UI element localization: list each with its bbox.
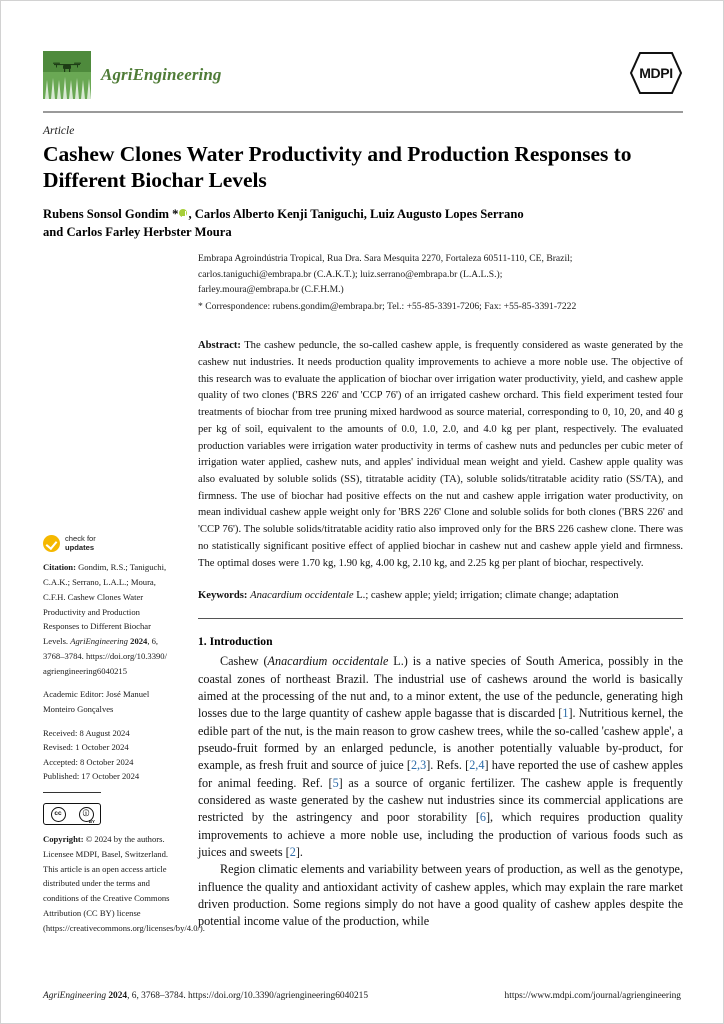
section-divider [198,618,683,619]
academic-editor-name: José Manuel Monteiro Gonçalves [43,689,150,715]
sidebar [43,534,205,945]
date-published: Published: 17 October 2024 [43,770,140,781]
intro-p1-g: ], which requires production quality improvements to achieve a more noble use, including the production of various foods such as juices and sweets [ [198,810,683,859]
copyright-text: © 2024 by the authors. Licensee MDPI, Basel, Switzerland. This article is an open access article distributed under the terms and conditions of the Creative Commons Attribution (CC BY) license (https://creativecommons.org/licenses/by/4.0/). [43,834,205,933]
article-type-kicker: Article [43,125,75,137]
publication-dates-block [43,726,171,783]
citation-ref-6[interactable]: 6 [479,810,486,825]
affiliation-line-3: farley.moura@embrapa.br (C.F.H.M.) [198,284,344,296]
copyright-label: Copyright: [43,834,84,845]
intro-p1-c: ]. Nutritious kernel, the edible part of the nut, is the main reason to grow cashew trees, while the so-called 'cashew apple', a pseudo-fruit formed by an enlarged peduncle, is another potentially valuable by-product, for example, as fresh fruit and source of juice [ [198,706,684,773]
drone-shape [52,61,82,73]
citation-doi-line-1[interactable]: https://doi.org/10.3390/ [85,650,167,661]
author-primary: Rubens Sonsol Gondim * [43,207,179,222]
journal-title: AgriEngineering [101,65,222,84]
check-for-updates-badge[interactable] [43,534,171,552]
author-list-line2: and Carlos Farley Herbster Moura [43,225,232,240]
page-footer [43,991,681,1001]
intro-p1-h: ]. [295,844,303,859]
footer-citation-rest: , 6, 3768–3784. https://doi.org/10.3390/agriengineering6040215 [127,991,369,1001]
intro-paragraph-1 [198,653,683,861]
academic-editor-label: Academic Editor: [43,689,104,700]
intro-p1-b: L.) is a native species of South America, possibly in the coastal zones of northeast Brazil. The industrial use of cashews around the world is basically aimed at the processing of the nut and, to a minor extent, the use of the peduncle, generating high losses due to the large quantity of cashew apple bagasse that is discarded [ [198,654,683,721]
correspondence-line: * Correspondence: rubens.gondim@embrapa.br; Tel.: +55-85-3391-7206; Fax: +55-85-3391-7222 [198,300,577,312]
check-for-updates-label [65,534,96,552]
intro-p1-f: ] as a source of organic fertilizer. The cashew apple is frequently considered as waste generated by the cashew nut industries since its commercial applications are restricted by the astringency and poor storability [ [198,775,683,825]
abstract-text: The cashew peduncle, the so-called cashew apple, is frequently considered as waste generated by the cashew nut industries. It needs production quality improvements to achieve a more noble use. The objective of this research was to evaluate the application of biochar over irrigation water productivity, yield, and cashew apple quality of two clones ('BRS 226' and 'CCP 76') of an irrigated cashew orchard. This field experiment tested four treatments of biochar from tree pruning mixed hardwood as source material, corresponding to 0, 10, 20, and 40 g per kg of soil, equivalent to the amounts of 0.0, 1.0, 2.0, and 4.0 kg per plant, respectively. The evaluated production variables were irrigation water productivity in terms of cashew nuts and peduncles per cubic meter of irrigation water applied, cashew nuts, and apples' individual mean weight and yield. Cashew apple quality was also evaluated by soluble solids (SS), titratable acidity (TA), soluble solids/titratable acidity ratio (SS/TA), and firmness. The use of biochar had positive effects on the nut and cashew apple irrigation water productivity, on mean individual cashew apple weight only for 'BRS 226' Clone and soluble solids for both clones ('BRS 226' and 'CCP 76'). The soluble solids/titratable acidity ratio also improved only for the BRS 226 cashew clone. There was no statistically significant positive effect of applied biochar in cashew nut and cashew apple yield and firmness. The optimal doses were 1.70 kg, 1.90 kg, 4.00 kg, 2.10 kg, and 2.25 kg per plant of biochar, respectively. [198,340,683,569]
citation-year: 2024 [130,636,148,647]
grass-shape [43,74,91,99]
citation-journal: AgriEngineering [70,636,128,647]
copyright-block [43,832,205,935]
abstract-label: Abstract: [198,340,241,352]
attribution-person-icon: ⓘ [79,807,94,822]
date-accepted: Accepted: 8 October 2024 [43,756,134,767]
citation-ref-5[interactable]: 5 [332,775,339,790]
cc-badge-right [72,804,100,824]
cc-by-license-badge[interactable] [43,803,101,825]
abstract-block [198,338,683,572]
mdpi-logo [629,51,683,95]
affiliation-line-2: carlos.taniguchi@embrapa.br (C.A.K.T.); luiz.serrano@embrapa.br (L.A.L.S.); [198,268,503,280]
affiliation-line-1: Embrapa Agroindústria Tropical, Rua Dra. Sara Mesquita 2270, Fortaleza 60511-110, CE, Brazil; [198,253,573,264]
affiliation-block [198,251,683,314]
section-heading-introduction: 1. Introduction [198,635,273,649]
citation-ref-2-4[interactable]: 2,4 [469,758,485,773]
sidebar-divider [43,792,101,793]
intro-p1-a: Cashew ( [220,654,268,669]
page-header-area [43,51,683,242]
masthead [43,51,683,107]
main-column [198,251,683,931]
intro-p1-species: Anacardium occidentale [267,654,389,669]
footer-journal-name: AgriEngineering [43,991,107,1001]
citation-ref-2-3[interactable]: 2,3 [410,758,427,773]
keywords-label: Keywords: [198,590,248,602]
check-updates-line-2: updates [65,543,95,553]
header-divider [43,111,683,113]
intro-p1-e: ] have reported the use of cashew apples for animal feeding. Ref. [ [198,758,683,790]
citation-block [43,560,171,678]
journal-brand [43,51,222,99]
citation-authors: Gondim, R.S.; Taniguchi, C.A.K.; Serrano, L.A.L.; Moura, C.F.H. Cashew Clones Water Productivity and Production Responses to Different Biochar Levels. [43,562,167,647]
orcid-icon[interactable] [179,209,187,217]
intro-paragraph-2: Region climatic elements and variability between years of production, as well as the genotype, influence the quality and antioxidant activity of cashew apples, which may explain the rare market driven production. Some regions simply do not have a good quality of cashew apples despite the potential income value of the production, while [198,862,683,929]
footer-year: 2024 [108,991,128,1001]
citation-doi-line-2[interactable]: agriengineering6040215 [43,665,128,676]
citation-ref-1[interactable]: 1 [562,706,569,721]
check-updates-line-1: check for [65,534,96,543]
date-received: Received: 8 August 2024 [43,728,130,739]
author-list [43,206,683,242]
author-list-rest: , Carlos Alberto Kenji Taniguchi, Luiz Augusto Lopes Serrano [188,207,524,222]
check-circle-icon [43,535,60,552]
footer-journal-url[interactable]: https://www.mdpi.com/journal/agriengineering [504,991,681,1001]
academic-editor-block [43,687,171,717]
page-title: Cashew Clones Water Productivity and Production Responses to Different Biochar Levels [43,142,632,193]
drone-over-field-icon [43,51,91,99]
footer-citation [43,991,368,1001]
mdpi-logo-text: MDPI [639,65,673,81]
keywords-species: Anacardium occidentale [250,590,354,602]
keywords-block [198,588,683,604]
cc-by-label: BY [88,818,95,824]
citation-ref-2[interactable]: 2 [289,844,296,859]
creative-commons-icon: cc [51,807,66,822]
citation-pages: , 6, 3768–3784. [43,636,159,661]
cc-badge-left [44,804,72,824]
date-revised: Revised: 1 October 2024 [43,742,129,753]
intro-p1-d: ]. Refs. [ [426,758,470,773]
citation-label: Citation: [43,562,76,573]
keywords-rest: L.; cashew apple; yield; irrigation; climate change; adaptation [353,590,619,602]
